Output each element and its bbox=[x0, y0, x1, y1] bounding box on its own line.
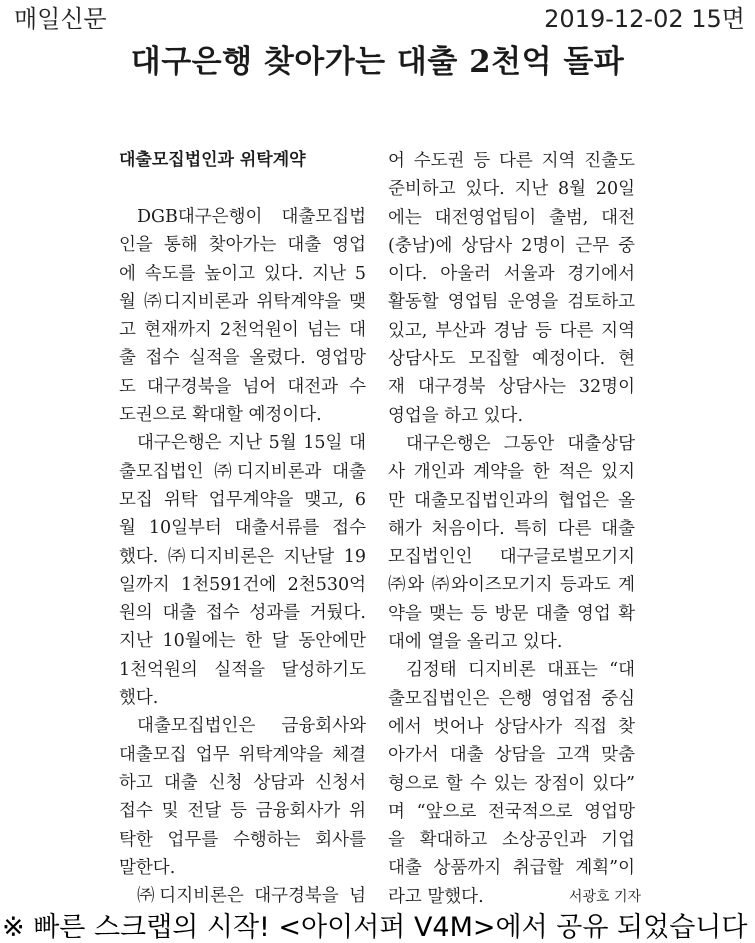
article-line: 지난 10월에는 한 달 동안에만 bbox=[119, 631, 366, 652]
article-line: 재 대구경북 상담사는 32명이 bbox=[388, 377, 635, 398]
article-line: 에는 대전영업팀이 출범, 대전 bbox=[388, 207, 635, 228]
page-header bbox=[0, 0, 755, 32]
article-line: 하고 대출 신청 상담과 신청서 bbox=[119, 772, 366, 793]
article-line: 원의 대출 접수 성과를 거뒀다. bbox=[119, 603, 366, 624]
article-line: 대출모집 업무 위탁계약을 체결 bbox=[119, 744, 366, 765]
article-line: 어 수도권 등 다른 지역 진출도 bbox=[388, 151, 635, 171]
publish-date-page: 2019-12-02 15면 bbox=[544, 4, 745, 33]
article-line: 있고, 부산과 경남 등 다른 지역 bbox=[388, 320, 635, 341]
article-line: 월 10일부터 대출서류를 접수 bbox=[119, 518, 366, 539]
article-line: 약을 맺는 등 방문 대출 영업 확 bbox=[388, 603, 635, 624]
article-line: 대구은행은 그동안 대출상담 bbox=[406, 433, 635, 454]
article-line: 도권으로 확대할 예정이다. bbox=[119, 405, 322, 426]
article-headline: 대구은행 찾아가는 대출 2천억 돌파 bbox=[130, 44, 625, 80]
right-column-body bbox=[388, 147, 635, 883]
article-line: 대에 열을 올리고 있다. bbox=[388, 632, 563, 653]
article-line: 출모집법인 ㈜디지비론과 대출 bbox=[119, 461, 366, 482]
article-line: 며 “앞으로 전국적으로 영업망 bbox=[388, 801, 635, 822]
article-line: 고 현재까지 2천억원이 넘는 대 bbox=[119, 320, 366, 341]
article-line: 대구은행은 지난 5월 15일 대 bbox=[137, 433, 366, 454]
article-line: 아가서 대출 상담을 고객 맞춤 bbox=[388, 745, 635, 766]
closing-text: 라고 말했다. bbox=[388, 886, 484, 907]
article-line: 접수 및 전달 등 금융회사가 위 bbox=[119, 801, 366, 822]
article-line: 월 ㈜디지비론과 위탁계약을 맺 bbox=[119, 291, 366, 312]
article-line: 출모집법인은 은행 영업점 중심 bbox=[388, 688, 635, 709]
article-line: DGB대구은행이 대출모집법 bbox=[137, 207, 366, 227]
article-line: 김정태 디지비론 대표는 “대 bbox=[406, 660, 635, 681]
article-line: 에서 벗어나 상담사가 직접 찾 bbox=[388, 716, 635, 737]
newspaper-name: 매일신문 bbox=[14, 4, 107, 33]
article-line: 했다. bbox=[119, 688, 159, 709]
article-line: 모집법인인 대구글로벌모기지 bbox=[388, 547, 635, 568]
share-banner: ※ 빠른 스크랩의 시작! <아이서퍼 V4M>에서 공유 되었습니다 bbox=[2, 912, 748, 943]
left-column-body bbox=[119, 203, 366, 910]
article-line: 활동할 영업팀 운영을 검토하고 bbox=[388, 292, 635, 313]
article-line: 형으로 할 수 있는 장점이 있다” bbox=[388, 773, 635, 794]
article-line: 도 대구경북을 넘어 대전과 수 bbox=[119, 376, 366, 397]
article-line: 상담사도 모집할 예정이다. 현 bbox=[388, 349, 635, 370]
article-line: 준비하고 있다. 지난 8월 20일 bbox=[388, 179, 635, 200]
article-line: 일까지 1천591건에 2천530억 bbox=[119, 574, 366, 595]
article-line: 말한다. bbox=[119, 857, 176, 878]
article-line: 모집 위탁 업무계약을 맺고, 6 bbox=[119, 489, 366, 510]
article-line: 인을 통해 찾아가는 대출 영업 bbox=[119, 235, 366, 256]
article-line: 출 접수 실적을 올렸다. 영업망 bbox=[119, 348, 366, 369]
article-line: 영업을 하고 있다. bbox=[388, 405, 524, 426]
article-subhead: 대출모집법인과 위탁계약 bbox=[119, 150, 306, 170]
article-line: (충남)에 상담사 2명이 근무 중 bbox=[388, 235, 635, 256]
article-line: 대출모집법인은 금융회사와 bbox=[137, 716, 366, 737]
article-column-right bbox=[388, 147, 641, 911]
article-line: ㈜와 ㈜와이즈모기지 등과도 계 bbox=[388, 575, 635, 596]
article-line: 이다. 아울러 서울과 경기에서 bbox=[388, 264, 635, 285]
reporter-byline: 서광호 기자 bbox=[568, 888, 641, 905]
article-line: 대출 상품까지 취급할 계획”이 bbox=[388, 858, 635, 879]
article-column-left bbox=[119, 145, 366, 910]
article-line: 에 속도를 높이고 있다. 지난 5 bbox=[119, 263, 366, 284]
article-line: 해가 처음이다. 특히 다른 대출 bbox=[388, 518, 635, 539]
article-line: 탁한 업무를 수행하는 회사를 bbox=[119, 829, 366, 850]
article-line: ㈜디지비론은 대구경북을 넘 bbox=[137, 886, 366, 907]
article-line: 1천억원의 실적을 달성하기도 bbox=[119, 659, 366, 680]
article-line: 만 대출모집법인과의 협업은 올 bbox=[388, 490, 635, 511]
article-line: 사 개인과 계약을 한 적은 있지 bbox=[388, 462, 635, 483]
article-line: 했다. ㈜디지비론은 지난달 19 bbox=[119, 546, 366, 567]
article-line: 을 확대하고 소상공인과 기업 bbox=[388, 830, 635, 851]
